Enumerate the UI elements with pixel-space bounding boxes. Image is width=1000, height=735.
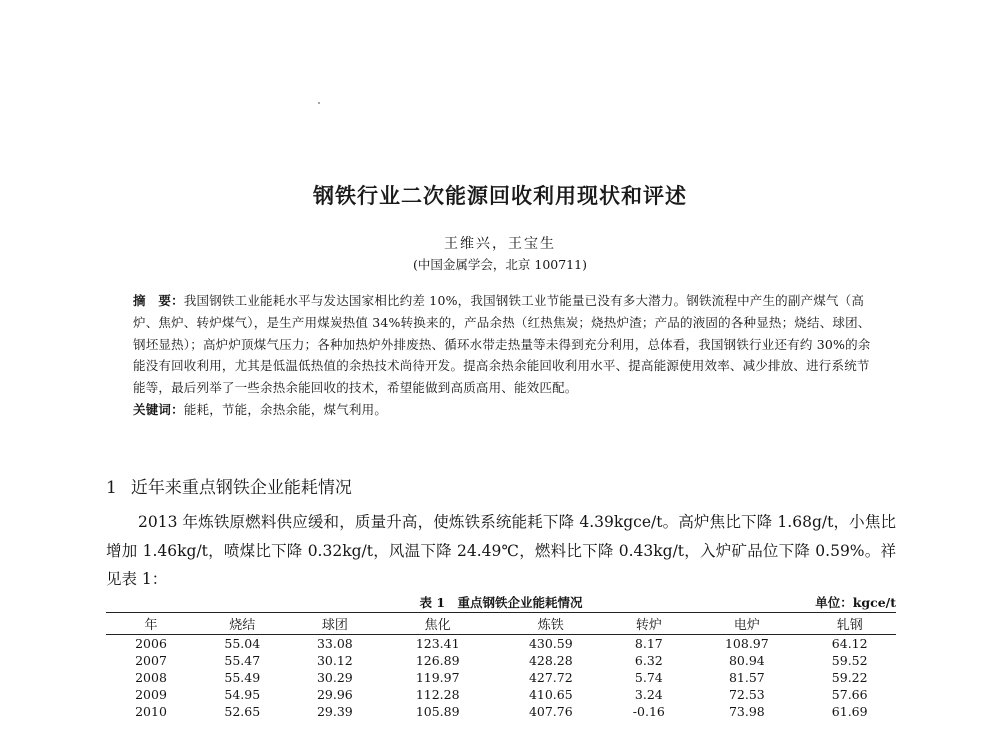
table-cell: 30.29: [316, 670, 353, 685]
abstract-label: 摘 要：: [133, 293, 184, 308]
energy-table: [106, 612, 896, 720]
table-cell: 112.28: [415, 687, 460, 702]
table-row: [106, 686, 896, 703]
paper-title: 钢铁行业二次能源回收利用现状和评述: [313, 184, 687, 208]
table-row: [106, 669, 896, 686]
table-cell: 80.94: [728, 653, 765, 668]
table-cell: 33.08: [316, 636, 353, 651]
table-cell: 59.22: [831, 670, 868, 685]
table-header-row: [106, 613, 896, 635]
table-cell: 407.76: [528, 704, 573, 719]
table-cell: 428.28: [528, 653, 573, 668]
table-cell: 52.65: [224, 704, 261, 719]
abstract-text: 我国钢铁工业能耗水平与发达国家相比约差 10%，我国钢铁工业节能量已没有多大潜力。钢铁流程中产生的副产煤气（高炉、焦炉、转炉煤气），是生产用煤炭热值 34%转换来的，产品余热（红热焦炭；烧热炉渣；产品的液固的各种显热；烧结、球团、钢坯显热）；高炉炉顶煤气压力；各种加热炉外排废热、循环水带走热量等未得到充分利用，总体看，我国钢铁行业还有约 30%的余能没有回收利用，尤其是低温低热值的余热技术尚待开发。提高余热余能回收利用水平、提高能源使用效率、减少排放、进行系统节能等，最后列举了一些余热余能回收的技术，希望能做到高质高用、能效匹配。: [133, 293, 871, 396]
keywords-text: 能耗，节能，余热余能，煤气利用。: [183, 401, 388, 417]
table-row: [106, 652, 896, 669]
table-cell: 410.65: [528, 687, 573, 702]
table-cell: -0.16: [632, 704, 665, 719]
table-cell: 29.39: [316, 704, 353, 719]
col-header: 球团: [321, 618, 348, 633]
section-heading: [106, 473, 352, 498]
table-cell: 30.12: [316, 653, 353, 668]
table-cell: 126.89: [415, 653, 460, 668]
table-cell: 430.59: [528, 636, 573, 651]
affiliation: (中国金属学会，北京 100711): [413, 257, 587, 272]
keywords-label: 关键词：: [133, 401, 184, 417]
abstract: [133, 290, 873, 421]
keywords: [133, 399, 873, 421]
col-header: 炼铁: [537, 618, 564, 633]
table-cell: 2008: [135, 670, 167, 685]
section-number: 1: [106, 478, 117, 498]
col-header: 烧结: [229, 618, 256, 633]
table-caption: 表 1 重点钢铁企业能耗情况: [419, 595, 583, 610]
table-row: [106, 635, 896, 653]
table-cell: 72.53: [728, 687, 765, 702]
table-cell: 29.96: [316, 687, 353, 702]
table-cell: 55.49: [224, 670, 261, 685]
col-header: 转炉: [635, 618, 662, 633]
table-cell: 54.95: [224, 687, 261, 702]
table-cell: 119.97: [415, 670, 460, 685]
authors: 王维兴，王宝生: [444, 236, 556, 252]
table-cell: 57.66: [831, 687, 868, 702]
table-cell: 8.17: [634, 636, 663, 651]
table-cell: 55.47: [224, 653, 261, 668]
table-cell: 55.04: [224, 636, 261, 651]
table-cell: 105.89: [415, 704, 460, 719]
table-cell: 2010: [135, 704, 167, 719]
table-cell: 81.57: [728, 670, 765, 685]
table-cell: 123.41: [415, 636, 460, 651]
table-cell: 61.69: [831, 704, 868, 719]
body-paragraph: 2013 年炼铁原燃料供应缓和，质量升高，使炼铁系统能耗下降 4.39kgce/t。高炉焦比下降 1.68g/t，小焦比增加 1.46kg/t，喷煤比下降 0.32kg/t，风温下降 24.49℃，燃料比下降 0.43kg/t，入炉矿品位下降 0.59%。祥见表 1：: [106, 513, 896, 588]
body-text: [106, 508, 896, 594]
table-cell: 108.97: [724, 636, 769, 651]
table-cell: 2007: [135, 653, 167, 668]
section-title: 近年来重点钢铁企业能耗情况: [130, 478, 352, 498]
table-cell: 3.24: [634, 687, 663, 702]
table-cell: 2006: [135, 636, 167, 651]
col-header: 焦化: [424, 618, 451, 633]
col-header: 年: [144, 618, 158, 633]
col-header: 轧钢: [836, 618, 863, 633]
table-cell: 2009: [135, 687, 167, 702]
table-cell: 5.74: [634, 670, 663, 685]
table-cell: 6.32: [634, 653, 663, 668]
table-cell: 427.72: [528, 670, 573, 685]
table-cell: 59.52: [831, 653, 868, 668]
table-unit: 单位：kgce/t: [815, 595, 896, 610]
col-header: 电炉: [733, 618, 760, 633]
table-cell: 73.98: [728, 704, 765, 719]
scan-speck: [318, 102, 320, 104]
table-row: [106, 703, 896, 720]
table-cell: 64.12: [831, 636, 868, 651]
